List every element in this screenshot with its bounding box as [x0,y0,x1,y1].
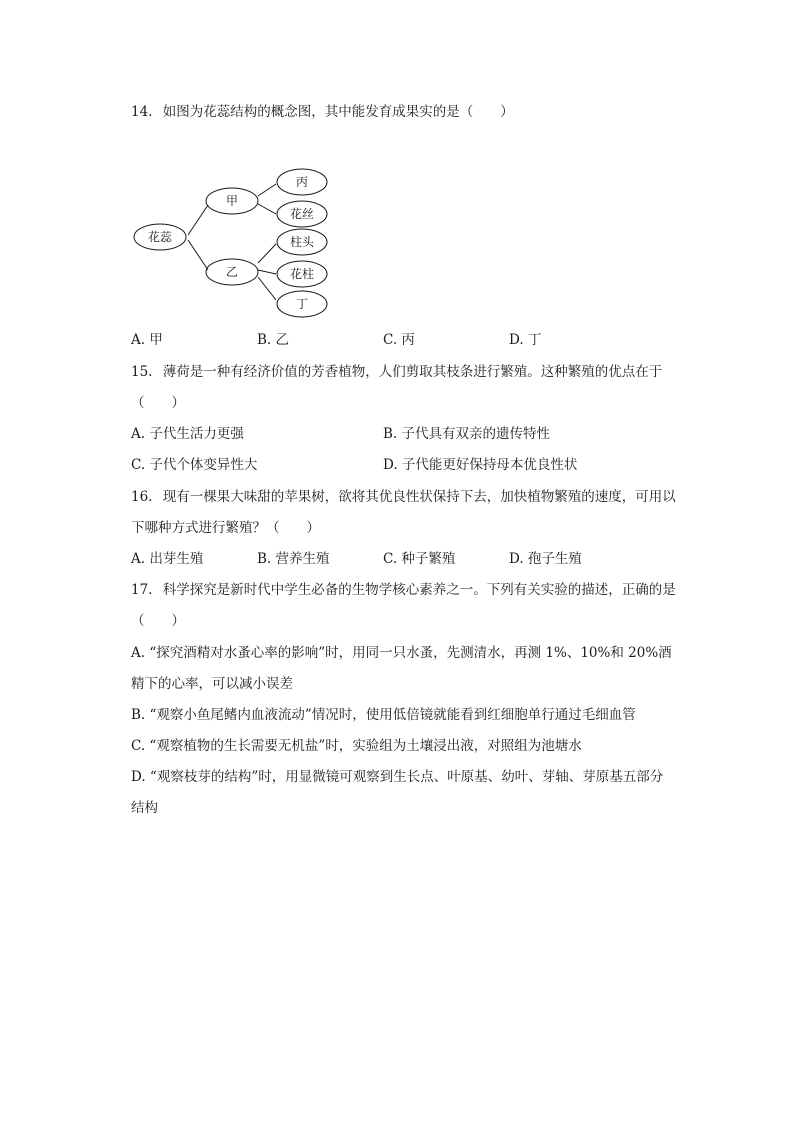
node-label-b-child-3: 丁 [295,297,309,311]
question-text-continued: 下哪种方式进行繁殖？（ ） [131,520,320,536]
option-c: C. 丙 [383,332,415,348]
question-text: 现有一棵果大味甜的苹果树，欲将其优良性状保持下去，加快植物繁殖的速度，可用以 [162,489,676,505]
question-number: 17. [131,582,153,598]
question-text-continued: （ ） [131,395,185,411]
option-c: C. 种子繁殖 [383,551,456,567]
option-a: A. 出芽生殖 [131,551,204,567]
question-16-stem [131,487,676,507]
connector-line [258,184,276,196]
node-label-b-child-2: 花柱 [289,267,315,281]
question-text: 薄荷是一种有经济价值的芳香植物，人们剪取其枝条进行繁殖。这种繁殖的优点在于 [162,364,663,380]
connector-line [258,244,276,263]
option-d: D. 子代能更好保持母本优良性状 [383,457,578,473]
option-d: D. “观察枝芽的结构”时，用显微镜可观察到生长点、叶原基、幼叶、芽轴、芽原基五部分 [131,769,664,785]
connector-line [188,205,208,235]
question-number: 15. [131,364,153,380]
option-b: B. “观察小鱼尾鳍内血液流动”情况时，使用低倍镜就能看到红细胞单行通过毛细血管 [131,707,636,723]
question-number: 14. [131,104,153,120]
question-14-stem [131,102,514,122]
option-b: B. 子代具有双亲的遗传特性 [383,426,551,442]
option-a-continued: 精下的心率，可以减小误差 [131,676,293,692]
question-17-stem [131,580,676,600]
option-d: D. 孢子生殖 [509,551,582,567]
connector-line [258,277,276,300]
node-label-b-child-1: 柱头 [289,235,315,249]
node-label-branch-b: 乙 [225,265,239,279]
connector-line [188,240,208,270]
node-label-a-child-2: 花丝 [289,207,315,221]
option-c: C. “观察植物的生长需要无机盐”时，实验组为土壤浸出液，对照组为池塘水 [131,738,582,754]
question-15-stem [131,362,662,382]
question-number: 16. [131,489,153,505]
question-text: 如图为花蕊结构的概念图，其中能发育成果实的是（ ） [162,104,514,120]
pistil-concept-diagram [128,160,338,320]
option-a: A. 子代生活力更强 [131,426,244,442]
option-c: C. 子代个体变异性大 [131,457,258,473]
node-label-a-child-1: 丙 [295,175,309,189]
option-a: A. “探究酒精对水蚤心率的影响”时，用同一只水蚤，先测清水，再测 1%、10%和 20%酒 [131,645,672,661]
question-text: 科学探究是新时代中学生必备的生物学核心素养之一。下列有关实验的描述，正确的是 [162,582,676,598]
option-b: B. 乙 [257,332,290,348]
option-b: B. 营养生殖 [257,551,330,567]
connector-line [258,270,276,274]
question-text-continued: （ ） [131,613,185,629]
option-d: D. 丁 [509,332,542,348]
option-a: A. 甲 [131,332,163,348]
node-label-branch-a: 甲 [225,194,239,208]
node-label-root: 花蕊 [147,230,173,244]
connector-line [258,204,276,214]
option-d-continued: 结构 [131,800,158,816]
